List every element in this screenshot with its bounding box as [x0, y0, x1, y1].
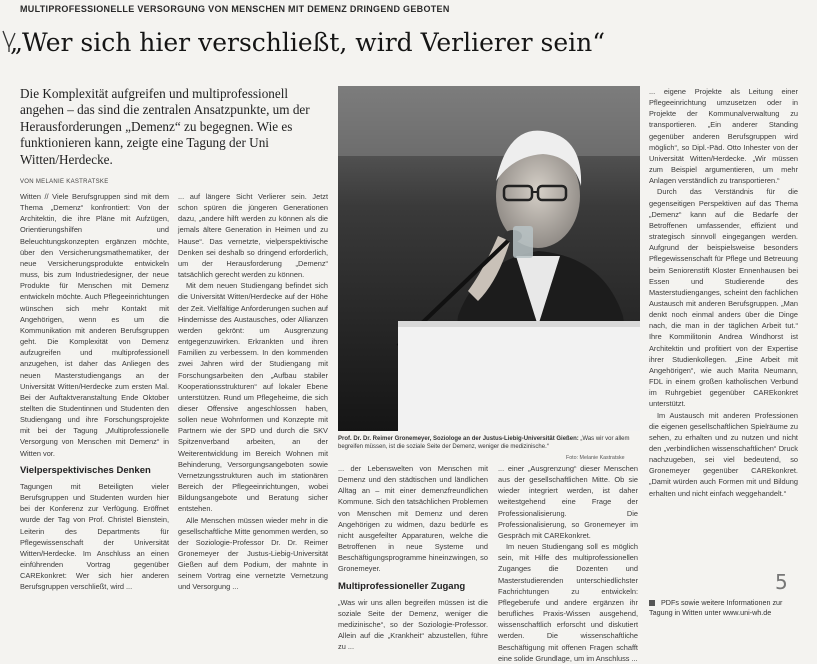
photo-illustration [338, 86, 640, 431]
paragraph: ... eigene Projekte als Leitung einer Pflegeeinrichtung umzusetzen oder in Projekte der Kommunalverwaltung zu transportieren. „Ein anderer Standing gegenüber anderen Berufsgruppen wird möglich“, so Dipl.-Päd. Otto Inhester von der Universität Witten/Herdecke. „Wir müssen zum Beispiel argumentieren, um mehr Anlagen verständlich zu transportieren.“ [649, 87, 798, 186]
paragraph: „Was wir uns allen begreifen müssen ist die soziale Seite der Demenz, weniger die medizinische“, so der Soziologie-Professor. Allein auf die „Krankheit“ abzustellen, führe zu ... [338, 597, 488, 652]
article-kicker: MULTIPROFESSIONELLE VERSORGUNG VON MENSCHEN MIT DEMENZ DRINGEND GEBOTEN [20, 4, 450, 14]
info-text: PDFs sowie weitere Informationen zur Tagung in Witten unter www.uni-wh.de [649, 598, 783, 617]
paragraph: Mit dem neuen Studiengang befindet sich die Universität Witten/Herdecke auf der Höhe der Zeit. Vielfältige Anforderungen suchen auf Hindernisse des Austausches, oder Allianzen werden gekrönt: um Ausgrenzung entgegenzuwirken. Erkrankten und ihren Familien zu verbessern. In den kommenden zwei Jahren wird der Studiengang mit Forschungsarbeiten den „Aufbau stabiler Kooperationsstrukturen“ auf lokaler Ebene unterstützen. Rund um Pflegeheime, die sich dieser Offensive angeschlossen haben, sollen neue Wohnformen und Konzepte mit Partnern wie der SPD und durch die SKV Spitzenverband arbeiten, an der Weiterentwicklung im Bereich Wohnen mit Behinderung, Versorgungsangeboten sowie Vernetzungsstrukturen auch im stationären Bereich der Pflegeeinrichtungen, wobei Bildungsangebote und Beratung sicher entstehen. [178, 281, 328, 514]
subheading-multiprofessionell: Multiprofessioneller Zugang [338, 580, 466, 592]
article-headline: „Wer sich hier verschließt, wird Verlierer sein“ [10, 28, 606, 57]
article-byline: VON MELANIE KASTRATSKE [20, 179, 109, 185]
paragraph: ... auf längere Sicht Verlierer sein. Jetzt schon spüren die jüngeren Generationen dazu, „andere hilft werden zu können als die jemals ältere Generation in Heimen und zu Hause“. Das vernetzte, vielperspektivische Denken sei deshalb so dringend erforderlich, um der Herausforderung „Demenz“ tatsächlich gerecht werden zu können. [178, 192, 328, 280]
paragraph: Tagungen mit Beteiligten vieler Berufsgruppen und Studenten wurden hier bei der Konferenz zur Verfügung. Eröffnet wurde der Tag von Prof. Christel Bienstein, Leiterin des Departments für Pflegewissenschaft der Universität Witten/Herdecke. Im Anschluss an einen einführenden Vortrag gegenüber CAREkonkret: Wer sich hier anderen Berufsgruppen verschließt, wird ... [20, 481, 169, 592]
article-column-1 [20, 191, 169, 592]
speaker-photo [338, 86, 640, 431]
paragraph: Im Austausch mit anderen Professionen die eigenen gesellschaftlichen Spielräume zu sehen, zu erhalten und zu nutzen und nicht den „verbindlichen wissenschaftlichen“ Druck nachzugeben, sei viel bedeutend, so Gronemeyer gegenüber CAREkonkret. „Damit würden auch Formen mit und Bildung erhalten und nicht einfach weggehandelt.“ [649, 410, 798, 498]
caption-quote: „Was wir vor allem begreifen müssen, ist die soziale Seite der Demenz, weniger die medizinische.“ [338, 436, 630, 450]
article-column-5 [649, 86, 798, 499]
paragraph: Witten // Viele Berufsgruppen sind mit dem Thema „Demenz“ konfrontiert: Von der Architektin, die ihre Pläne mit Aufzügen, Orientierungshilfen und Beleuchtungskonzepten ergänzen möchte, über den Versicherungsmathematiker, der neue Versicherungsprodukte entwickeln muss, bis zum Industriedesigner, der neue Produkte für Menschen mit Demenz entwickeln möchte. Auch Pflegeeinrichtungen wünschen sich mehr Kontakt mit Angehörigen, wenn es um die Kommunikation mit anderen Berufsgruppen geht. Die Komplexität von Demenz aufzugreifen und multiprofessionell anzugehen, ist daher das Anliegen des neuen Masterstudiengangs an der Universität Witten/Herdecke zum ersten Mal. Bei der Auftaktveranstaltung Ende Oktober stellten die Studentinnen und Studenten den Studiengang und ihre Forschungsprojekte mit bei der Tagung „Multiprofessionelle Versorgung von Menschen mit Demenz“ in Witten vor. [20, 192, 169, 458]
paragraph: Im neuen Studiengang soll es möglich sein, mit Hilfe des multiprofessionellen Zuganges die Dozenten und Masterstudierenden unterschiedlichster Fachrichtungen zu entwickeln: Pflegeberufe und andere ergänzen ihr berufliches Praxis-Wissen ausgehend, wissenschaftlich erforscht und diskutiert werden. Die wissenschaftliche Beschäftigung mit offenen Fragen schafft eine solide Grundlage, um im Anschluss ... [498, 542, 638, 663]
photo-credit: Foto: Melanie Kastratske [566, 455, 625, 461]
paragraph: ... der Lebenswelten von Menschen mit Demenz und den städtischen und ländlichen Alltag an – mit einer demenzfreundlichen Kommune. Sich den tatsächlichen Problemen von Menschen mit Demenz und deren Angehörigen zu widmen, dazu bedürfe es nicht ausgefeilter Apparaturen, welche die Betroffenen in neue Systeme und Beschäftigungsprogramme hineinzwingen, so Gronemeyer. [338, 464, 488, 574]
page-number: 5 [775, 570, 788, 594]
paragraph: Alle Menschen müssen wieder mehr in die gesellschaftliche Mitte genommen werden, so der Soziologie-Professor Dr. Dr. Reimer Gronemeyer der Justus-Liebig-Universität Gießen auf dem Podium, der mahnte in seinem Vortrag eine vernetzte Vernetzung und Versorgung ... [178, 515, 328, 592]
caption-name: Prof. Dr. Dr. Reimer Gronemeyer, Soziologe an der Justus-Liebig-Universität Gießen: [338, 436, 579, 442]
info-square-icon [649, 600, 655, 606]
article-lead: Die Komplexität aufgreifen und multiprofessionell angehen – das sind die zentralen Ansatzpunkte, um der Herausforderungen „Demenz“ zu begegnen. Wie es funktionieren kann, zeigte eine Tagung der Uni Witten/Herdecke. [20, 86, 310, 167]
article-column-4 [498, 463, 638, 664]
article-column-3 [338, 463, 488, 653]
paragraph: Durch das Verständnis für die gegenseitigen Perspektiven auf das Thema „Demenz“ kann auf die Bedarfe der Betroffenen umfassender, effizient und strategisch sinnvoll eingegangen werden. Aufgrund der beispielsweise besonders Pflegewissenschaft für Pflege und Betreuung beim Seniorenstift Kloster Ennenhausen bei Essen und Studierende des Masterstudienganges, scheint den fachlichen Austausch mit anderen Berufsgruppen. „Man denkt noch einmal anders über die Dinge nach, die man in der täglichen Arbeit tut.“ Ihre Kommilitonin Andrea Windhorst ist Architektin und profitiert von der Expertise ihrer Studienkollegen. „Eine Arbeit mit Angehörigen“, wie auch Marita Neumann, FDL in einem großen katholischen Verbund im Ruhrgebiet gegenüber CAREkonkret unterstützt. [649, 187, 798, 409]
info-box [649, 598, 799, 617]
paragraph: ... einer „Ausgrenzung“ dieser Menschen aus der gesellschaftlichen Mitte. Ob sie wieder integriert werden, ist daher weitestgehend eine Frage der Professionalisierung. Die Professionalisierung, so Gronemeyer im Gespräch mit CAREkonkret. [498, 464, 638, 540]
subheading-vielperspektivisch: Vielperspektivisches Denken [20, 464, 151, 476]
photo-caption [338, 435, 643, 451]
article-column-2 [178, 191, 328, 593]
